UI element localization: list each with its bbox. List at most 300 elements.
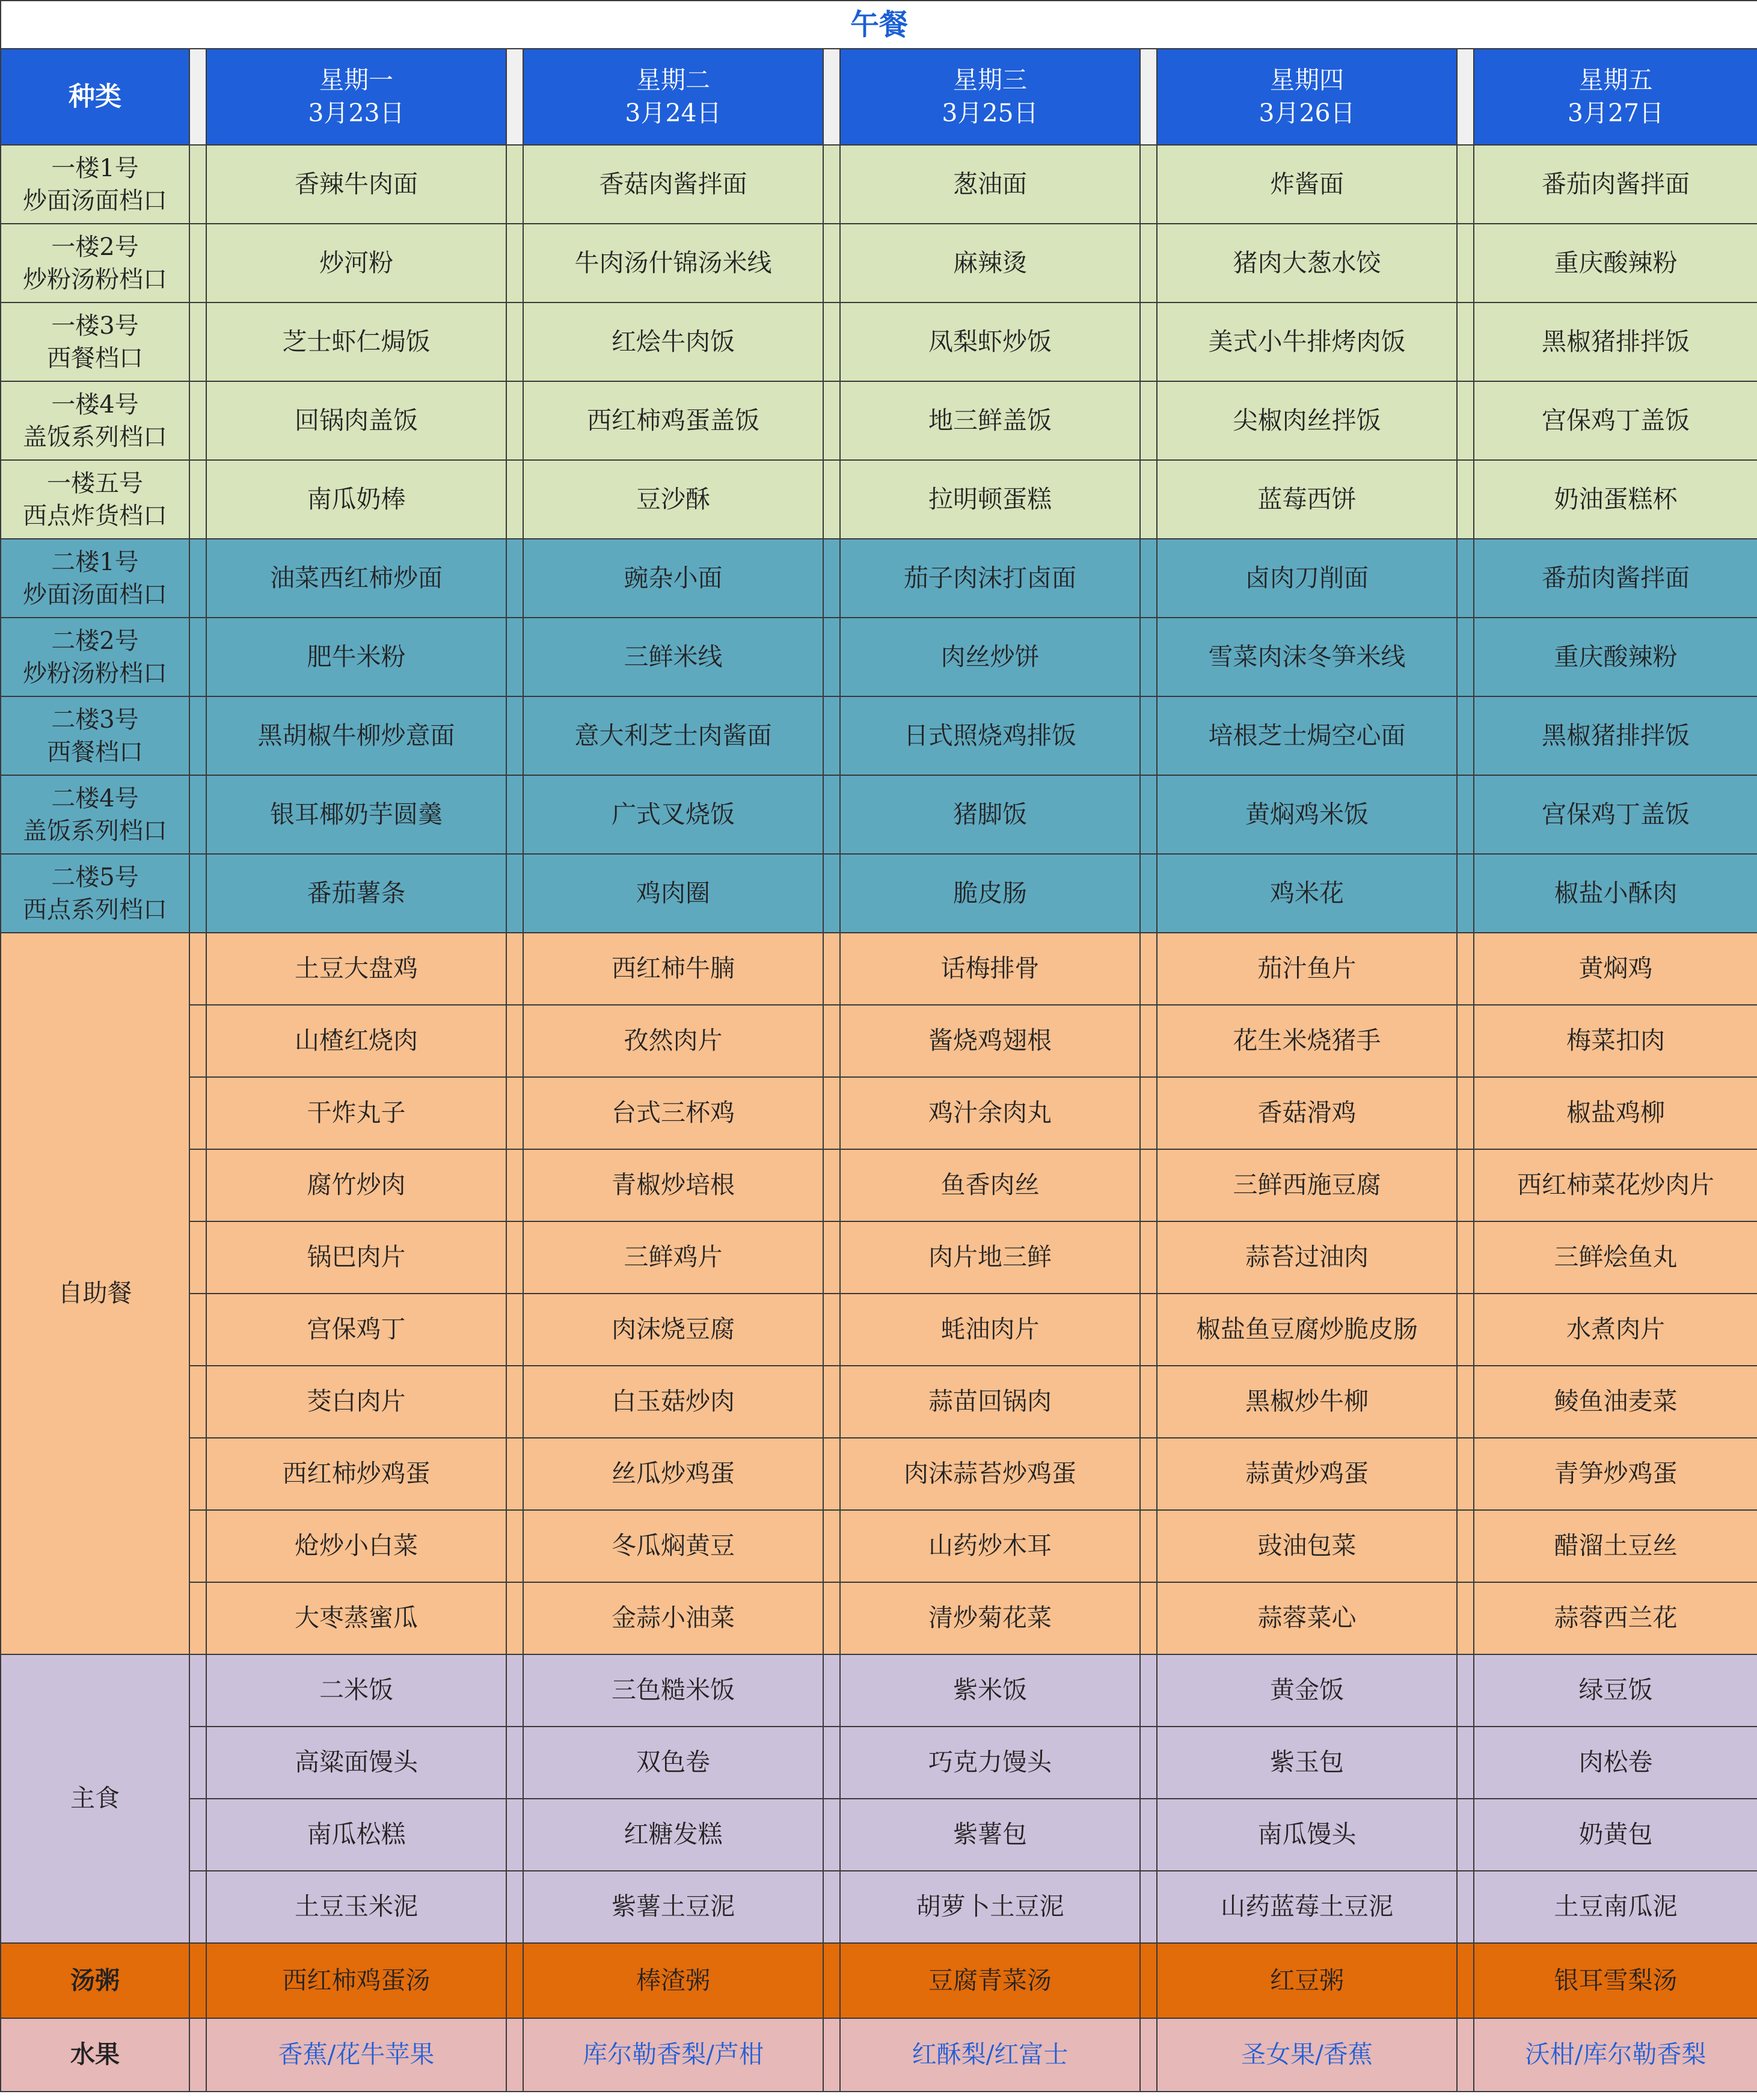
menu-item: 雪菜肉沫冬笋米线 — [1157, 618, 1457, 696]
column-gap — [506, 1077, 523, 1149]
column-gap — [823, 145, 840, 224]
menu-item: 黑椒炒牛柳 — [1157, 1366, 1457, 1438]
stall-category — [1, 145, 189, 224]
menu-item: 鸡汁余肉丸 — [840, 1077, 1140, 1149]
stall-type: 盖饭系列档口 — [23, 423, 167, 451]
menu-item: 蒜蓉西兰花 — [1474, 1582, 1757, 1654]
menu-item: 鲮鱼油麦菜 — [1474, 1366, 1757, 1438]
column-gap — [506, 1727, 523, 1799]
column-gap — [823, 1727, 840, 1799]
column-gap — [1140, 775, 1157, 854]
menu-title: 午餐 — [1, 1, 1757, 49]
category-header: 种类 — [1, 49, 189, 145]
menu-item: 圣女果/香蕉 — [1157, 2018, 1457, 2092]
menu-item: 意大利芝士肉酱面 — [523, 696, 823, 775]
menu-item: 奶油蛋糕杯 — [1474, 460, 1757, 539]
menu-item: 双色卷 — [523, 1727, 823, 1799]
menu-item: 蒜苔过油肉 — [1157, 1221, 1457, 1294]
buffet-row — [1, 1438, 1757, 1510]
column-gap — [1140, 1510, 1157, 1582]
column-gap — [189, 1582, 206, 1654]
menu-item: 金蒜小油菜 — [523, 1582, 823, 1654]
menu-item: 西红柿菜花炒肉片 — [1474, 1149, 1757, 1221]
column-gap — [189, 1149, 206, 1221]
day-date: 3月23日 — [308, 99, 405, 127]
column-gap — [189, 933, 206, 1005]
column-gap — [506, 1438, 523, 1510]
column-gap — [823, 933, 840, 1005]
menu-item: 蚝油肉片 — [840, 1294, 1140, 1366]
menu-item: 丝瓜炒鸡蛋 — [523, 1438, 823, 1510]
column-gap — [1457, 1510, 1474, 1582]
column-gap — [189, 1294, 206, 1366]
column-gap — [506, 1654, 523, 1727]
menu-item: 香菇滑鸡 — [1157, 1077, 1457, 1149]
column-gap — [189, 145, 206, 224]
menu-item: 椒盐鸡柳 — [1474, 1077, 1757, 1149]
column-gap — [823, 1582, 840, 1654]
column-gap — [189, 1366, 206, 1438]
column-gap — [1457, 381, 1474, 460]
column-gap — [1140, 1799, 1157, 1871]
menu-item: 日式照烧鸡排饭 — [840, 696, 1140, 775]
menu-item: 沃柑/库尔勒香梨 — [1474, 2018, 1757, 2092]
stall-floor-number: 二楼1号 — [51, 548, 139, 576]
column-gap — [506, 1294, 523, 1366]
menu-item: 锅巴肉片 — [206, 1221, 506, 1294]
stall-type: 西餐档口 — [47, 738, 143, 766]
menu-item: 水煮肉片 — [1474, 1294, 1757, 1366]
column-gap — [506, 1149, 523, 1221]
column-gap — [1140, 2018, 1157, 2092]
menu-item: 豉油包菜 — [1157, 1510, 1457, 1582]
stall-category — [1, 302, 189, 381]
menu-item: 宫保鸡丁盖饭 — [1474, 381, 1757, 460]
header-gap — [1457, 49, 1474, 145]
column-gap — [1140, 854, 1157, 933]
column-gap — [189, 460, 206, 539]
column-gap — [189, 224, 206, 302]
menu-item: 卤肉刀削面 — [1157, 539, 1457, 618]
buffet-row — [1, 1294, 1757, 1366]
stall-category — [1, 854, 189, 933]
column-gap — [1457, 1294, 1474, 1366]
menu-item: 回锅肉盖饭 — [206, 381, 506, 460]
menu-item: 葱油面 — [840, 145, 1140, 224]
column-gap — [189, 696, 206, 775]
menu-item: 醋溜土豆丝 — [1474, 1510, 1757, 1582]
stall-type: 炒面汤面档口 — [23, 186, 167, 215]
stall-type: 西点炸货档口 — [23, 502, 167, 530]
column-gap — [823, 1221, 840, 1294]
day-header — [1474, 49, 1757, 145]
column-gap — [506, 1799, 523, 1871]
stall-floor-number: 一楼1号 — [51, 154, 139, 182]
menu-item: 花生米烧猪手 — [1157, 1005, 1457, 1077]
column-gap — [823, 1438, 840, 1510]
column-gap — [1140, 1221, 1157, 1294]
menu-item: 培根芝士焗空心面 — [1157, 696, 1457, 775]
menu-item: 炒河粉 — [206, 224, 506, 302]
stall-row — [1, 302, 1757, 381]
header-row — [1, 49, 1757, 145]
menu-item: 豌杂小面 — [523, 539, 823, 618]
menu-item: 山楂红烧肉 — [206, 1005, 506, 1077]
menu-item: 清炒菊花菜 — [840, 1582, 1140, 1654]
menu-item: 香辣牛肉面 — [206, 145, 506, 224]
column-gap — [1457, 1005, 1474, 1077]
buffet-label: 自助餐 — [1, 933, 189, 1654]
menu-item: 三鲜西施豆腐 — [1157, 1149, 1457, 1221]
day-header — [523, 49, 823, 145]
stall-floor-number: 二楼4号 — [51, 784, 139, 812]
column-gap — [1140, 1654, 1157, 1727]
menu-item: 肥牛米粉 — [206, 618, 506, 696]
staple-row — [1, 1727, 1757, 1799]
menu-item: 青椒炒培根 — [523, 1149, 823, 1221]
menu-item: 奶黄包 — [1474, 1799, 1757, 1871]
menu-item: 库尔勒香梨/芦柑 — [523, 2018, 823, 2092]
day-weekday: 星期五 — [1578, 65, 1653, 94]
column-gap — [506, 854, 523, 933]
header-gap — [189, 49, 206, 145]
column-gap — [189, 618, 206, 696]
column-gap — [506, 696, 523, 775]
column-gap — [506, 145, 523, 224]
menu-item: 肉沫蒜苔炒鸡蛋 — [840, 1438, 1140, 1510]
column-gap — [189, 1438, 206, 1510]
stall-row — [1, 696, 1757, 775]
menu-item: 话梅排骨 — [840, 933, 1140, 1005]
stall-row — [1, 539, 1757, 618]
column-gap — [189, 854, 206, 933]
column-gap — [189, 2018, 206, 2092]
menu-body — [1, 145, 1757, 2092]
column-gap — [1457, 460, 1474, 539]
day-header — [206, 49, 506, 145]
column-gap — [189, 1221, 206, 1294]
menu-item: 台式三杯鸡 — [523, 1077, 823, 1149]
menu-item: 拉明顿蛋糕 — [840, 460, 1140, 539]
menu-item: 二米饭 — [206, 1654, 506, 1727]
menu-item: 茄子肉沫打卤面 — [840, 539, 1140, 618]
column-gap — [1457, 696, 1474, 775]
day-weekday: 星期四 — [1270, 65, 1344, 94]
menu-item: 宫保鸡丁盖饭 — [1474, 775, 1757, 854]
fruit-label: 水果 — [1, 2018, 189, 2092]
menu-item: 宫保鸡丁 — [206, 1294, 506, 1366]
menu-item: 黄焖鸡米饭 — [1157, 775, 1457, 854]
buffet-row — [1, 1077, 1757, 1149]
column-gap — [506, 1221, 523, 1294]
column-gap — [1140, 1871, 1157, 1943]
column-gap — [506, 1005, 523, 1077]
soup-row — [1, 1943, 1757, 2018]
column-gap — [506, 2018, 523, 2092]
menu-item: 银耳椰奶芋圆羹 — [206, 775, 506, 854]
soup-label: 汤粥 — [1, 1943, 189, 2018]
menu-item: 豆腐青菜汤 — [840, 1943, 1140, 2018]
menu-item: 蒜蓉菜心 — [1157, 1582, 1457, 1654]
menu-item: 西红柿鸡蛋汤 — [206, 1943, 506, 2018]
column-gap — [823, 1654, 840, 1727]
staple-label: 主食 — [1, 1654, 189, 1943]
column-gap — [823, 854, 840, 933]
column-gap — [506, 933, 523, 1005]
column-gap — [1140, 1943, 1157, 2018]
menu-item: 黑胡椒牛柳炒意面 — [206, 696, 506, 775]
day-date: 3月27日 — [1567, 99, 1664, 127]
menu-item: 美式小牛排烤肉饭 — [1157, 302, 1457, 381]
menu-item: 鸡米花 — [1157, 854, 1457, 933]
menu-item: 三鲜烩鱼丸 — [1474, 1221, 1757, 1294]
column-gap — [189, 302, 206, 381]
menu-item: 炝炒小白菜 — [206, 1510, 506, 1582]
stall-row — [1, 145, 1757, 224]
menu-item: 红豆粥 — [1157, 1943, 1457, 2018]
menu-item: 南瓜馒头 — [1157, 1799, 1457, 1871]
day-date: 3月25日 — [942, 99, 1038, 127]
buffet-row — [1, 1582, 1757, 1654]
day-date: 3月26日 — [1259, 99, 1355, 127]
stall-row — [1, 854, 1757, 933]
stall-type: 炒面汤面档口 — [23, 580, 167, 609]
column-gap — [506, 381, 523, 460]
column-gap — [823, 696, 840, 775]
column-gap — [1457, 1799, 1474, 1871]
column-gap — [1140, 381, 1157, 460]
column-gap — [1140, 1366, 1157, 1438]
menu-item: 番茄肉酱拌面 — [1474, 145, 1757, 224]
menu-item: 茭白肉片 — [206, 1366, 506, 1438]
column-gap — [1140, 1727, 1157, 1799]
column-gap — [823, 460, 840, 539]
column-gap — [823, 775, 840, 854]
menu-item: 油菜西红柿炒面 — [206, 539, 506, 618]
stall-type: 炒粉汤粉档口 — [23, 659, 167, 687]
menu-item: 三色糙米饭 — [523, 1654, 823, 1727]
column-gap — [189, 1799, 206, 1871]
column-gap — [1457, 302, 1474, 381]
column-gap — [1457, 1077, 1474, 1149]
menu-item: 三鲜米线 — [523, 618, 823, 696]
column-gap — [1140, 1149, 1157, 1221]
stall-type: 西餐档口 — [47, 344, 143, 372]
column-gap — [506, 1582, 523, 1654]
menu-item: 冬瓜焖黄豆 — [523, 1510, 823, 1582]
column-gap — [1140, 1438, 1157, 1510]
column-gap — [506, 224, 523, 302]
column-gap — [823, 1871, 840, 1943]
menu-item: 炸酱面 — [1157, 145, 1457, 224]
menu-item: 绿豆饭 — [1474, 1654, 1757, 1727]
stall-category — [1, 460, 189, 539]
menu-item: 银耳雪梨汤 — [1474, 1943, 1757, 2018]
menu-item: 白玉菇炒肉 — [523, 1366, 823, 1438]
column-gap — [823, 618, 840, 696]
menu-item: 芝士虾仁焗饭 — [206, 302, 506, 381]
stall-category — [1, 224, 189, 302]
column-gap — [823, 302, 840, 381]
menu-item: 肉片地三鲜 — [840, 1221, 1140, 1294]
buffet-row — [1, 1366, 1757, 1438]
menu-item: 三鲜鸡片 — [523, 1221, 823, 1294]
column-gap — [823, 1366, 840, 1438]
menu-item: 胡萝卜土豆泥 — [840, 1871, 1140, 1943]
stall-row — [1, 460, 1757, 539]
menu-item: 豆沙酥 — [523, 460, 823, 539]
column-gap — [1140, 302, 1157, 381]
menu-item: 牛肉汤什锦汤米线 — [523, 224, 823, 302]
column-gap — [1140, 1077, 1157, 1149]
menu-item: 香蕉/花牛苹果 — [206, 2018, 506, 2092]
stall-row — [1, 224, 1757, 302]
menu-item: 蓝莓西饼 — [1157, 460, 1457, 539]
column-gap — [1140, 696, 1157, 775]
menu-item: 南瓜奶棒 — [206, 460, 506, 539]
column-gap — [1457, 854, 1474, 933]
stall-category — [1, 696, 189, 775]
column-gap — [506, 539, 523, 618]
menu-item: 脆皮肠 — [840, 854, 1140, 933]
column-gap — [1140, 1294, 1157, 1366]
menu-item: 尖椒肉丝拌饭 — [1157, 381, 1457, 460]
column-gap — [506, 1510, 523, 1582]
buffet-row — [1, 933, 1757, 1005]
menu-item: 凤梨虾炒饭 — [840, 302, 1140, 381]
stall-category — [1, 775, 189, 854]
menu-item: 红烩牛肉饭 — [523, 302, 823, 381]
menu-item: 紫薯土豆泥 — [523, 1871, 823, 1943]
column-gap — [823, 539, 840, 618]
menu-item: 大枣蒸蜜瓜 — [206, 1582, 506, 1654]
day-header — [1157, 49, 1457, 145]
column-gap — [189, 775, 206, 854]
menu-item: 鸡肉圈 — [523, 854, 823, 933]
column-gap — [823, 1799, 840, 1871]
column-gap — [189, 1005, 206, 1077]
stall-floor-number: 一楼2号 — [51, 233, 139, 261]
stall-type: 炒粉汤粉档口 — [23, 265, 167, 293]
column-gap — [1140, 460, 1157, 539]
fruit-row — [1, 2018, 1757, 2092]
menu-item: 紫玉包 — [1157, 1727, 1457, 1799]
stall-floor-number: 二楼3号 — [51, 705, 139, 734]
header-gap — [823, 49, 840, 145]
stall-category — [1, 381, 189, 460]
menu-item: 土豆大盘鸡 — [206, 933, 506, 1005]
menu-item: 肉沫烧豆腐 — [523, 1294, 823, 1366]
stall-floor-number: 二楼2号 — [51, 627, 139, 655]
menu-item: 麻辣烫 — [840, 224, 1140, 302]
menu-item: 地三鲜盖饭 — [840, 381, 1140, 460]
menu-item: 西红柿炒鸡蛋 — [206, 1438, 506, 1510]
column-gap — [823, 1005, 840, 1077]
menu-item: 黑椒猪排拌饭 — [1474, 696, 1757, 775]
menu-item: 重庆酸辣粉 — [1474, 618, 1757, 696]
stall-type: 西点系列档口 — [23, 895, 167, 924]
menu-item: 紫米饭 — [840, 1654, 1140, 1727]
stall-row — [1, 618, 1757, 696]
column-gap — [1457, 1582, 1474, 1654]
menu-item: 西红柿鸡蛋盖饭 — [523, 381, 823, 460]
day-date: 3月24日 — [625, 99, 722, 127]
column-gap — [1457, 2018, 1474, 2092]
column-gap — [1457, 1871, 1474, 1943]
day-weekday: 星期二 — [636, 65, 710, 94]
column-gap — [189, 1871, 206, 1943]
column-gap — [189, 1727, 206, 1799]
stall-category — [1, 618, 189, 696]
column-gap — [506, 460, 523, 539]
stall-floor-number: 一楼五号 — [47, 469, 143, 497]
menu-item: 蒜苗回锅肉 — [840, 1366, 1140, 1438]
buffet-row — [1, 1149, 1757, 1221]
column-gap — [823, 2018, 840, 2092]
menu-item: 香菇肉酱拌面 — [523, 145, 823, 224]
menu-item: 紫薯包 — [840, 1799, 1140, 1871]
buffet-row — [1, 1221, 1757, 1294]
column-gap — [189, 1654, 206, 1727]
column-gap — [823, 381, 840, 460]
column-gap — [1140, 1582, 1157, 1654]
menu-item: 孜然肉片 — [523, 1005, 823, 1077]
menu-item: 黄金饭 — [1157, 1654, 1457, 1727]
menu-item: 猪脚饭 — [840, 775, 1140, 854]
column-gap — [189, 539, 206, 618]
menu-item: 南瓜松糕 — [206, 1799, 506, 1871]
stall-row — [1, 775, 1757, 854]
column-gap — [1457, 539, 1474, 618]
menu-item: 红酥梨/红富士 — [840, 2018, 1140, 2092]
menu-item: 酱烧鸡翅根 — [840, 1005, 1140, 1077]
menu-item: 鱼香肉丝 — [840, 1149, 1140, 1221]
column-gap — [1457, 775, 1474, 854]
column-gap — [1457, 145, 1474, 224]
column-gap — [506, 1366, 523, 1438]
column-gap — [1457, 1943, 1474, 2018]
stall-row — [1, 381, 1757, 460]
menu-item: 土豆南瓜泥 — [1474, 1871, 1757, 1943]
menu-item: 黄焖鸡 — [1474, 933, 1757, 1005]
menu-item: 蒜黄炒鸡蛋 — [1157, 1438, 1457, 1510]
menu-item: 广式叉烧饭 — [523, 775, 823, 854]
column-gap — [506, 1943, 523, 2018]
stall-floor-number: 一楼4号 — [51, 390, 139, 419]
menu-item: 高粱面馒头 — [206, 1727, 506, 1799]
column-gap — [1457, 1654, 1474, 1727]
menu-item: 山药炒木耳 — [840, 1510, 1140, 1582]
column-gap — [1457, 618, 1474, 696]
menu-item: 干炸丸子 — [206, 1077, 506, 1149]
column-gap — [1457, 224, 1474, 302]
menu-item: 土豆玉米泥 — [206, 1871, 506, 1943]
column-gap — [823, 1149, 840, 1221]
menu-item: 青笋炒鸡蛋 — [1474, 1438, 1757, 1510]
column-gap — [189, 1077, 206, 1149]
column-gap — [1140, 933, 1157, 1005]
menu-item: 肉松卷 — [1474, 1727, 1757, 1799]
column-gap — [1457, 933, 1474, 1005]
menu-item: 椒盐鱼豆腐炒脆皮肠 — [1157, 1294, 1457, 1366]
column-gap — [506, 302, 523, 381]
column-gap — [823, 224, 840, 302]
menu-item: 重庆酸辣粉 — [1474, 224, 1757, 302]
menu-item: 巧克力馒头 — [840, 1727, 1140, 1799]
menu-item: 西红柿牛腩 — [523, 933, 823, 1005]
column-gap — [1457, 1221, 1474, 1294]
column-gap — [1140, 1005, 1157, 1077]
